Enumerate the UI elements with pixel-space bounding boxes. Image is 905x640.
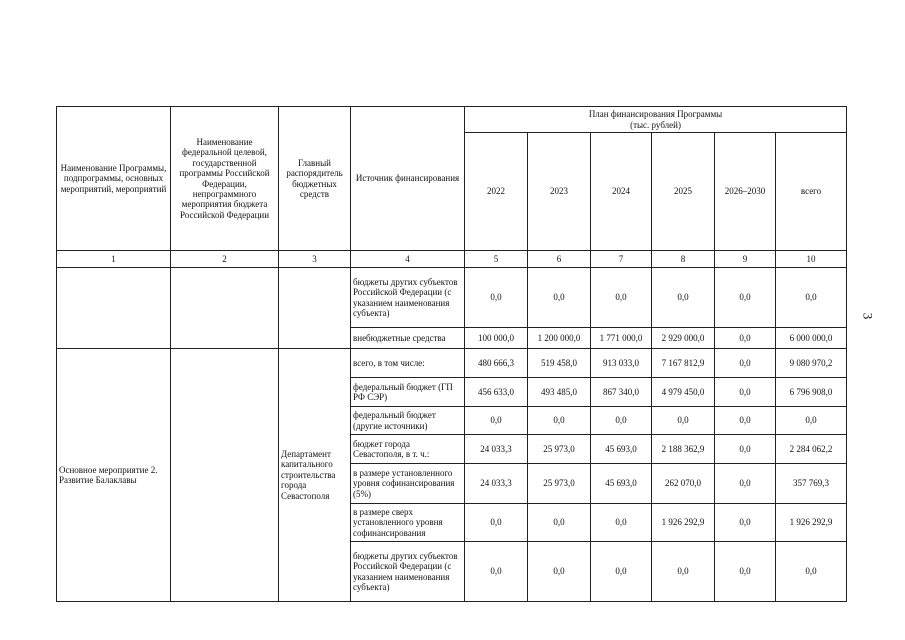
source-cell: федеральный бюджет (другие источники) bbox=[351, 407, 465, 435]
value-cell: 4 979 450,0 bbox=[652, 378, 715, 407]
value-cell: 6 796 908,0 bbox=[776, 378, 847, 407]
page-number: 3 bbox=[860, 312, 876, 320]
value-cell: 0,0 bbox=[528, 542, 591, 602]
header-total: всего bbox=[776, 133, 847, 251]
value-cell: 0,0 bbox=[465, 268, 528, 328]
source-cell: всего, в том числе: bbox=[351, 349, 465, 378]
value-cell: 7 167 812,9 bbox=[652, 349, 715, 378]
source-cell: бюджеты других субъектов Российской Федерации (с указанием наименования субъекта) bbox=[351, 542, 465, 602]
value-cell: 2 188 362,9 bbox=[652, 435, 715, 464]
value-cell: 45 693,0 bbox=[591, 435, 652, 464]
col-number: 10 bbox=[776, 251, 847, 268]
source-cell: федеральный бюджет (ГП РФ СЭР) bbox=[351, 378, 465, 407]
header-plan-title bbox=[465, 107, 847, 133]
value-cell: 0,0 bbox=[652, 407, 715, 435]
value-cell: 0,0 bbox=[715, 542, 776, 602]
value-cell: 480 666,3 bbox=[465, 349, 528, 378]
budget-manager: Департамент капитального строительства города Севастополя bbox=[279, 349, 351, 602]
header-funding-source: Источник финансирования bbox=[351, 107, 465, 251]
header-year-2022: 2022 bbox=[465, 133, 528, 251]
value-cell: 45 693,0 bbox=[591, 464, 652, 504]
value-cell: 1 926 292,9 bbox=[776, 504, 847, 542]
value-cell: 0,0 bbox=[528, 268, 591, 328]
value-cell: 0,0 bbox=[652, 542, 715, 602]
header-year-2026-2030: 2026–2030 bbox=[715, 133, 776, 251]
block1-manager bbox=[279, 268, 351, 349]
value-cell: 493 485,0 bbox=[528, 378, 591, 407]
header-program-name: Наименование Программы, подпрограммы, основных мероприятий, мероприятий bbox=[57, 107, 171, 251]
value-cell: 1 926 292,9 bbox=[652, 504, 715, 542]
source-cell: в размере сверх установленного уровня софинансирования bbox=[351, 504, 465, 542]
value-cell: 0,0 bbox=[465, 407, 528, 435]
value-cell: 0,0 bbox=[591, 268, 652, 328]
value-cell: 0,0 bbox=[776, 542, 847, 602]
activity-name: Основное мероприятие 2. Развитие Балаклавы bbox=[57, 349, 171, 602]
value-cell: 456 633,0 bbox=[465, 378, 528, 407]
value-cell: 24 033,3 bbox=[465, 435, 528, 464]
value-cell: 0,0 bbox=[715, 328, 776, 349]
table-row bbox=[57, 349, 847, 378]
header-year-2025: 2025 bbox=[652, 133, 715, 251]
value-cell: 1 771 000,0 bbox=[591, 328, 652, 349]
value-cell: 0,0 bbox=[776, 268, 847, 328]
col-number: 5 bbox=[465, 251, 528, 268]
value-cell: 0,0 bbox=[715, 504, 776, 542]
financing-table bbox=[56, 106, 847, 602]
value-cell: 0,0 bbox=[528, 504, 591, 542]
value-cell: 25 973,0 bbox=[528, 435, 591, 464]
value-cell: 0,0 bbox=[715, 349, 776, 378]
value-cell: 2 929 000,0 bbox=[652, 328, 715, 349]
value-cell: 0,0 bbox=[715, 464, 776, 504]
value-cell: 24 033,3 bbox=[465, 464, 528, 504]
value-cell: 0,0 bbox=[591, 542, 652, 602]
header-year-2023: 2023 bbox=[528, 133, 591, 251]
block1-program bbox=[171, 268, 279, 349]
source-cell: в размере установленного уровня софинансирования (5%) bbox=[351, 464, 465, 504]
value-cell: 867 340,0 bbox=[591, 378, 652, 407]
source-cell: бюджет города Севастополя, в т. ч.: bbox=[351, 435, 465, 464]
header-budget-manager: Главный распорядитель бюджетных средств bbox=[279, 107, 351, 251]
source-cell: бюджеты других субъектов Российской Федерации (с указанием наименования субъекта) bbox=[351, 268, 465, 328]
value-cell: 519 458,0 bbox=[528, 349, 591, 378]
value-cell: 262 070,0 bbox=[652, 464, 715, 504]
value-cell: 0,0 bbox=[465, 504, 528, 542]
federal-program-cell bbox=[171, 349, 279, 602]
value-cell: 100 000,0 bbox=[465, 328, 528, 349]
col-number: 1 bbox=[57, 251, 171, 268]
value-cell: 0,0 bbox=[591, 504, 652, 542]
value-cell: 0,0 bbox=[715, 378, 776, 407]
value-cell: 9 080 970,2 bbox=[776, 349, 847, 378]
plan-title: План финансирования Программы bbox=[588, 109, 723, 120]
value-cell: 0,0 bbox=[528, 407, 591, 435]
header-federal-program: Наименование федеральной целевой, государственной программы Российской Федерации, непрограммного мероприятия бюджета Российской Федерации bbox=[171, 107, 279, 251]
value-cell: 357 769,3 bbox=[776, 464, 847, 504]
col-number: 7 bbox=[591, 251, 652, 268]
value-cell: 25 973,0 bbox=[528, 464, 591, 504]
value-cell: 6 000 000,0 bbox=[776, 328, 847, 349]
table-row bbox=[57, 268, 847, 328]
col-number: 4 bbox=[351, 251, 465, 268]
value-cell: 0,0 bbox=[591, 407, 652, 435]
col-number: 6 bbox=[528, 251, 591, 268]
value-cell: 0,0 bbox=[715, 407, 776, 435]
col-number: 9 bbox=[715, 251, 776, 268]
col-number: 2 bbox=[171, 251, 279, 268]
value-cell: 0,0 bbox=[715, 268, 776, 328]
plan-units: (тыс. рублей) bbox=[630, 119, 681, 130]
value-cell: 0,0 bbox=[715, 435, 776, 464]
source-cell: внебюджетные средства bbox=[351, 328, 465, 349]
value-cell: 2 284 062,2 bbox=[776, 435, 847, 464]
value-cell: 1 200 000,0 bbox=[528, 328, 591, 349]
value-cell: 0,0 bbox=[776, 407, 847, 435]
col-number: 3 bbox=[279, 251, 351, 268]
header-year-2024: 2024 bbox=[591, 133, 652, 251]
value-cell: 913 033,0 bbox=[591, 349, 652, 378]
value-cell: 0,0 bbox=[652, 268, 715, 328]
block1-name bbox=[57, 268, 171, 349]
value-cell: 0,0 bbox=[465, 542, 528, 602]
col-number: 8 bbox=[652, 251, 715, 268]
